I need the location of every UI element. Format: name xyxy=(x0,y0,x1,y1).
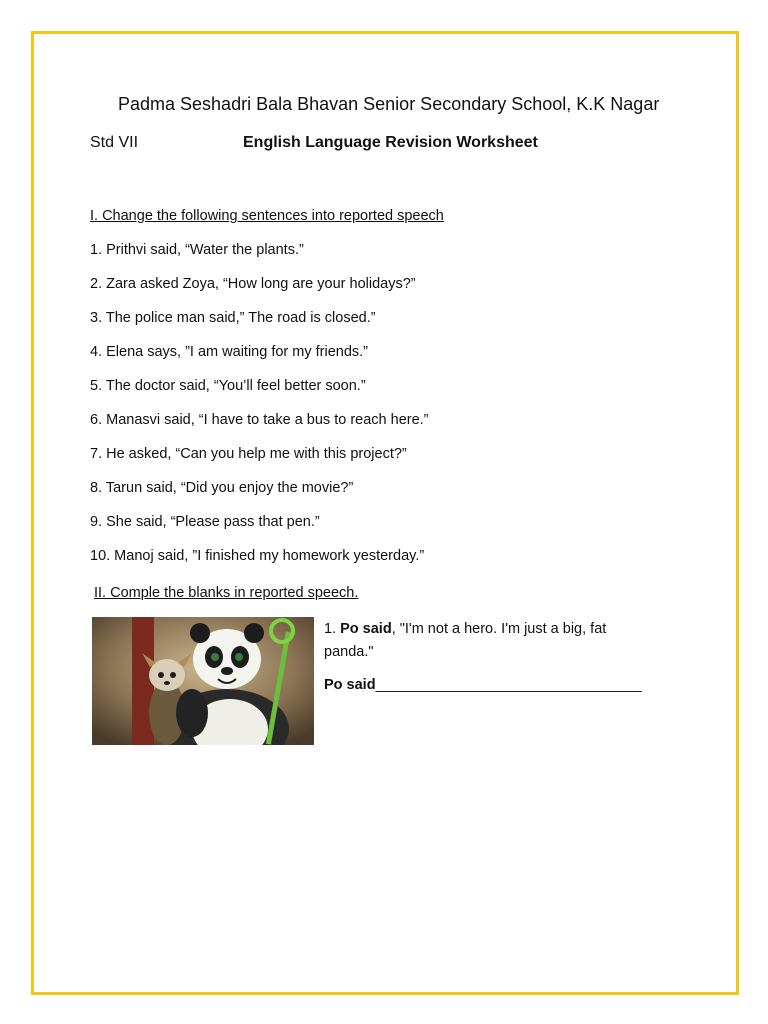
question-item: 1. Prithvi said, “Water the plants.” xyxy=(90,242,304,258)
exercise-prompt xyxy=(324,618,654,664)
question-item: 6. Manasvi said, “I have to take a bus to reach here.” xyxy=(90,412,429,428)
question-item: 5. The doctor said, “You’ll feel better soon.” xyxy=(90,378,366,394)
question-item: 4. Elena says, ”I am waiting for my friends.” xyxy=(90,344,369,360)
section-1-heading: I. Change the following sentences into reported speech xyxy=(90,208,444,224)
answer-blank[interactable]: _________________________________ xyxy=(375,677,642,693)
worksheet-title: English Language Revision Worksheet xyxy=(243,134,538,151)
answer-lead: Po said xyxy=(324,677,376,693)
question-item: 7. He asked, “Can you help me with this project?” xyxy=(90,446,407,462)
kung-fu-panda-picture xyxy=(92,617,314,745)
school-name: Padma Seshadri Bala Bhavan Senior Secondary School, K.K Nagar xyxy=(118,94,660,114)
answer-line xyxy=(324,677,642,693)
exercise-number: 1. xyxy=(324,621,337,637)
class-label: Std VII xyxy=(90,134,139,151)
question-item: 3. The police man said,” The road is closed.” xyxy=(90,310,376,326)
question-list xyxy=(90,242,429,582)
exercise-speaker: Po said xyxy=(340,621,392,637)
section-2-heading: II. Comple the blanks in reported speech. xyxy=(94,585,359,601)
exercise-quote: , "I'm not a hero. I'm just a big, fat panda." xyxy=(324,621,607,660)
question-item: 9. She said, “Please pass that pen.” xyxy=(90,514,320,530)
question-item: 10. Manoj said, ”I finished my homework yesterday.” xyxy=(90,548,425,564)
question-item: 8. Tarun said, “Did you enjoy the movie?” xyxy=(90,480,354,496)
question-item: 2. Zara asked Zoya, “How long are your holidays?” xyxy=(90,276,416,292)
